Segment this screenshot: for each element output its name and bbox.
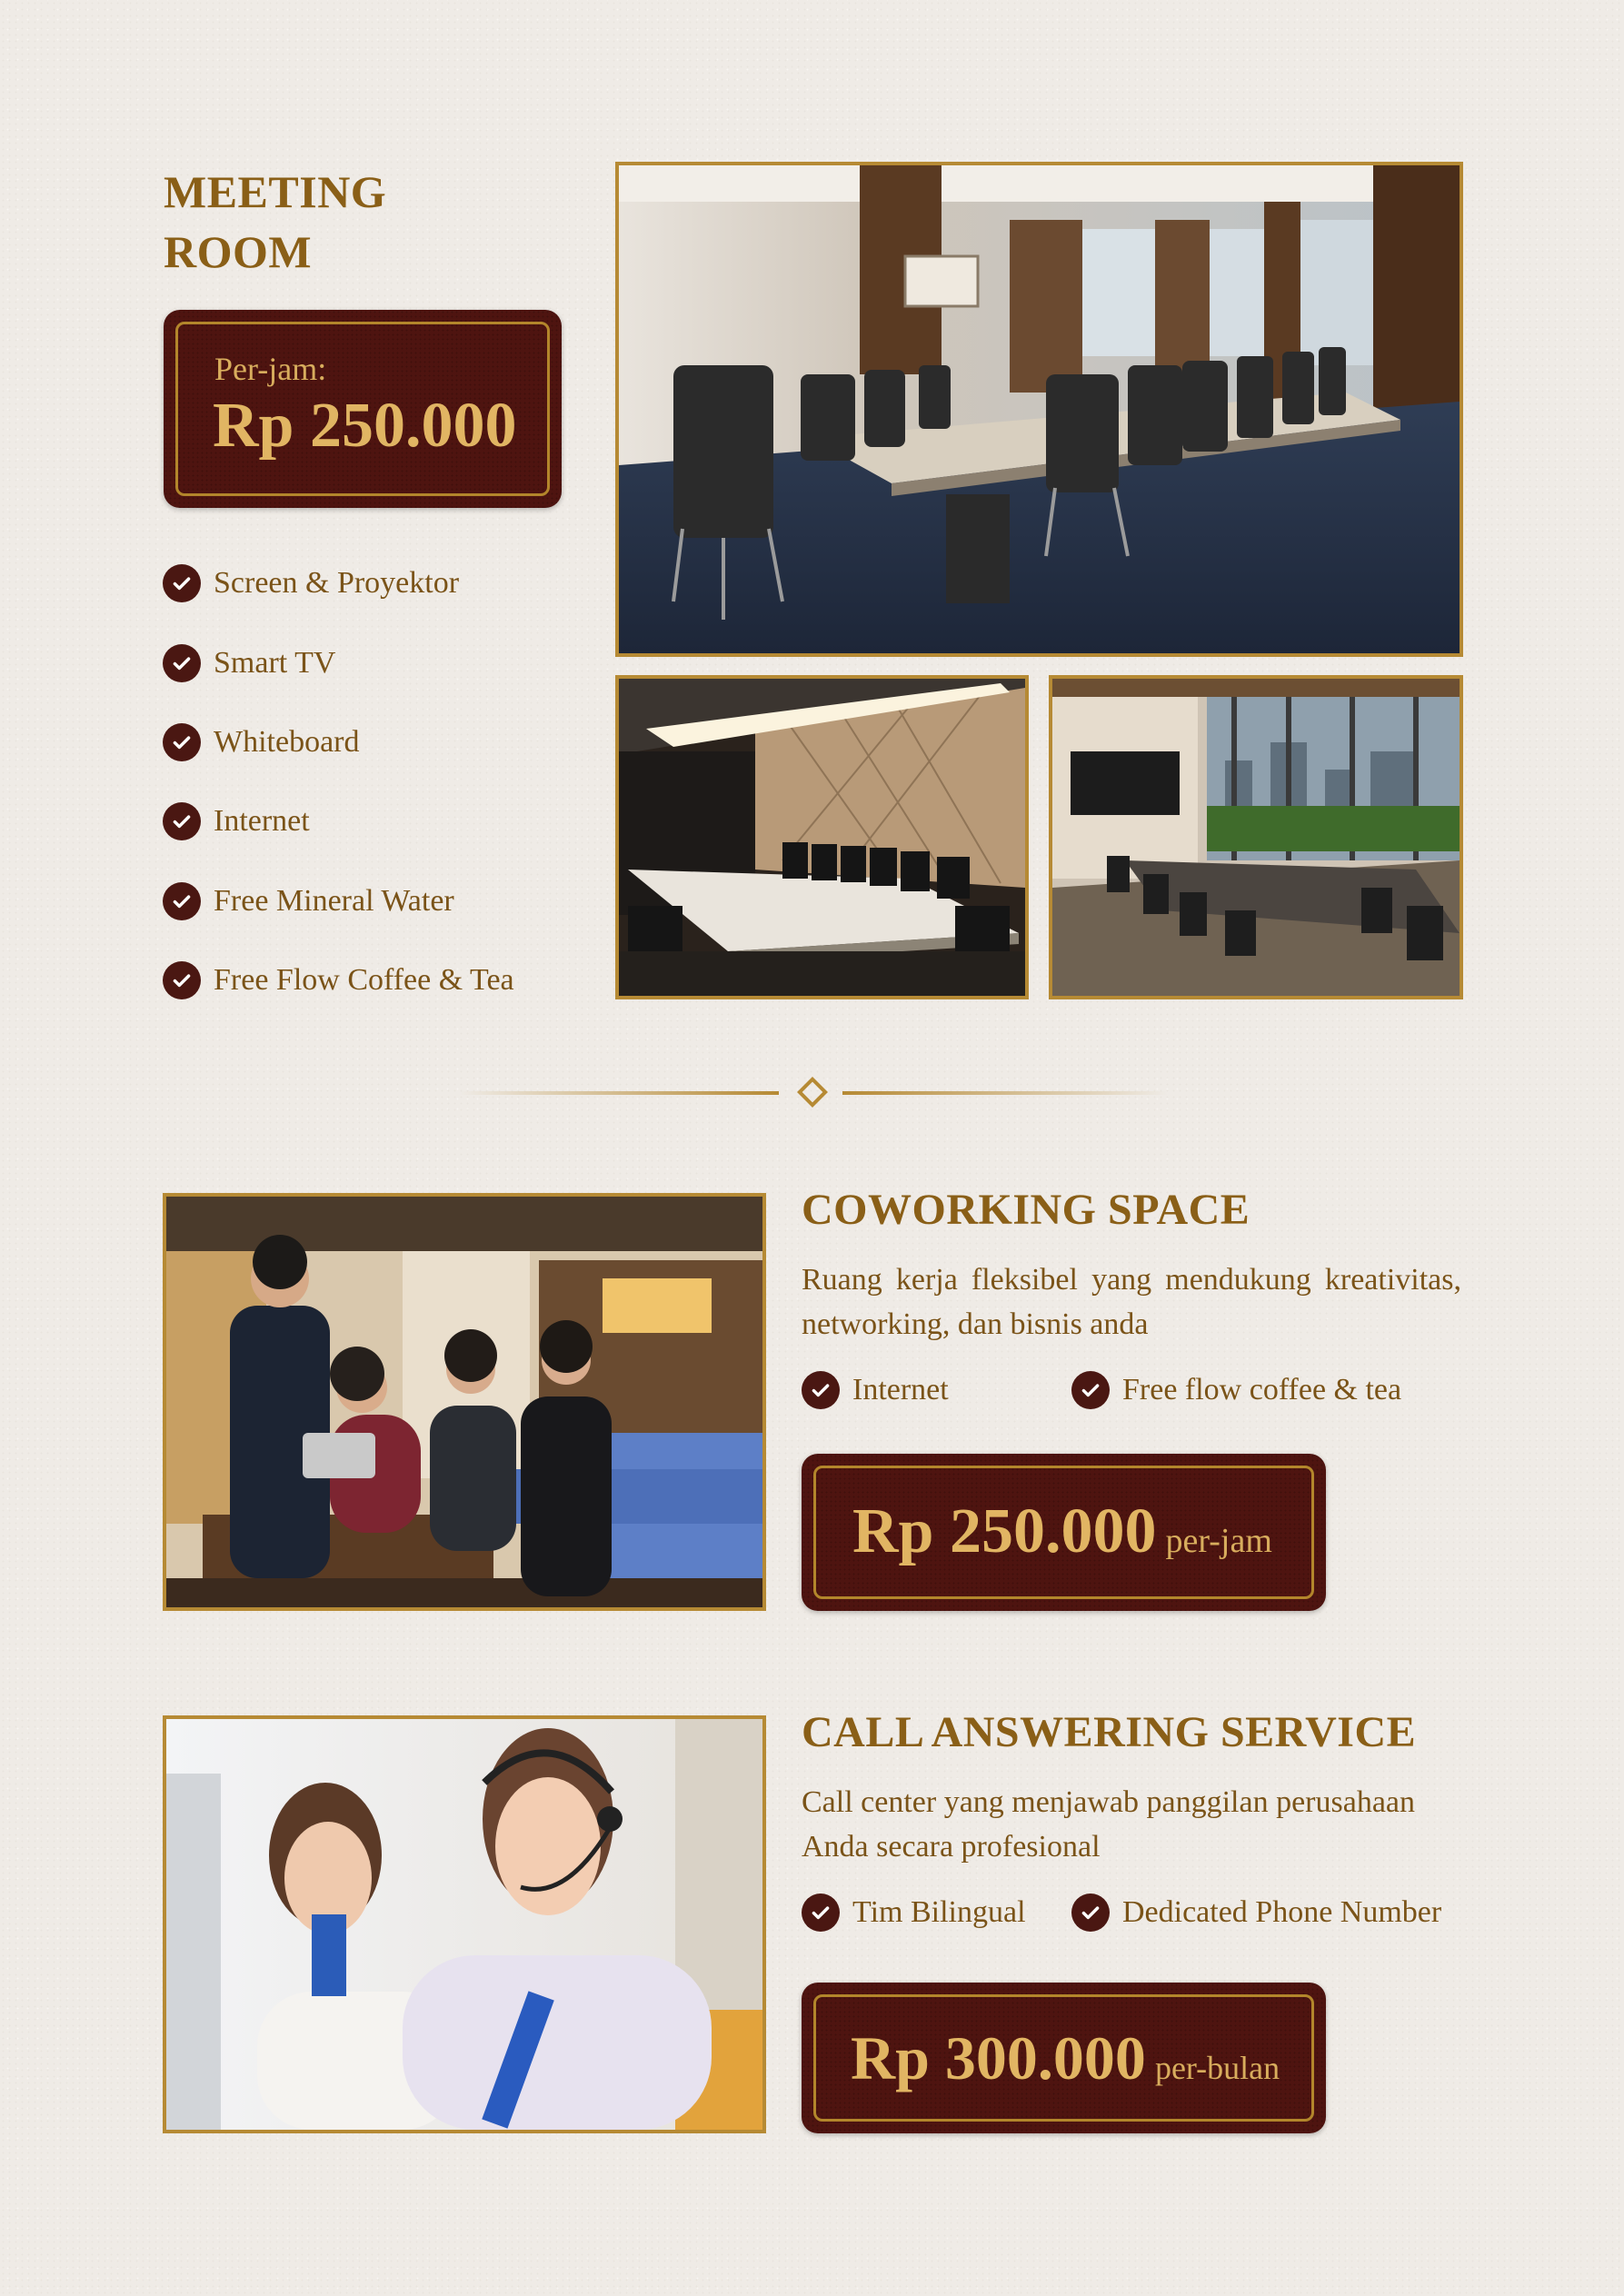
coworking-price: Rp 250.000 — [852, 1496, 1157, 1566]
conference-room-image — [619, 165, 1460, 653]
meeting-room-title-line2: ROOM — [164, 226, 313, 277]
check-icon — [163, 723, 201, 761]
coworking-title: COWORKING SPACE — [802, 1186, 1250, 1234]
check-icon — [802, 1371, 840, 1409]
feature-label: Smart TV — [214, 646, 336, 680]
feature-item — [163, 643, 335, 683]
meeting-room-title-line1: MEETING — [164, 166, 387, 217]
feature-label: Whiteboard — [214, 725, 360, 759]
call-center-agents-image — [166, 1719, 762, 2130]
check-icon — [1071, 1371, 1110, 1409]
feature-item — [163, 960, 514, 1000]
meeting-room-photo-2 — [615, 675, 1029, 999]
feature-item — [163, 881, 454, 921]
feature-label: Free Flow Coffee & Tea — [214, 963, 514, 997]
check-icon — [1071, 1893, 1110, 1932]
diamond-divider-icon — [459, 1075, 1168, 1111]
call-answering-price: Rp 300.000 — [851, 2023, 1146, 2092]
call-answering-price-unit: per-bulan — [1154, 2050, 1280, 2086]
city-view-room-image — [1052, 679, 1460, 996]
meeting-room-price: Rp 250.000 — [213, 391, 517, 461]
feature-item — [163, 801, 310, 841]
coworking-price-row — [852, 1496, 1272, 1568]
feature-label: Internet — [214, 804, 310, 838]
feature-label: Internet — [852, 1373, 949, 1406]
feature-label: Dedicated Phone Number — [1122, 1895, 1442, 1929]
long-table-room-image — [619, 679, 1025, 996]
call-feature-phone-number — [1071, 1893, 1441, 1933]
coworking-price-unit: per-jam — [1165, 1522, 1272, 1560]
check-icon — [163, 802, 201, 840]
meeting-room-photo-3 — [1049, 675, 1463, 999]
call-answering-price-row — [851, 2023, 1280, 2094]
check-icon — [802, 1893, 840, 1932]
feature-label: Free flow coffee & tea — [1122, 1373, 1402, 1406]
call-answering-description: Call center yang menjawab panggilan perusahaan Anda secara profesional — [802, 1785, 1416, 1864]
feature-item — [163, 563, 459, 603]
feature-label: Free Mineral Water — [214, 884, 454, 918]
coworking-feature-coffee — [1071, 1370, 1401, 1410]
check-icon — [163, 882, 201, 920]
section-divider — [459, 1075, 1168, 1111]
meeting-room-price-card — [164, 310, 562, 508]
coworking-price-card — [802, 1454, 1326, 1611]
call-answering-photo — [163, 1715, 766, 2133]
feature-item — [163, 722, 360, 762]
coworking-description: Ruang kerja fleksibel yang mendukung kreativitas, networking, dan bisnis anda — [802, 1263, 1461, 1341]
check-icon — [163, 961, 201, 999]
coworking-photo — [163, 1193, 766, 1611]
check-icon — [163, 564, 201, 602]
feature-label: Screen & Proyektor — [214, 566, 460, 600]
coworking-people-image — [166, 1197, 762, 1607]
feature-label: Tim Bilingual — [852, 1895, 1026, 1929]
call-answering-title: CALL ANSWERING SERVICE — [802, 1708, 1417, 1756]
check-icon — [163, 644, 201, 682]
coworking-feature-internet — [802, 1370, 949, 1410]
meeting-room-title — [164, 162, 386, 282]
call-feature-bilingual — [802, 1893, 1026, 1933]
meeting-room-price-label: Per-jam: — [214, 351, 327, 387]
call-answering-price-card — [802, 1983, 1326, 2133]
meeting-room-main-photo — [615, 162, 1463, 657]
